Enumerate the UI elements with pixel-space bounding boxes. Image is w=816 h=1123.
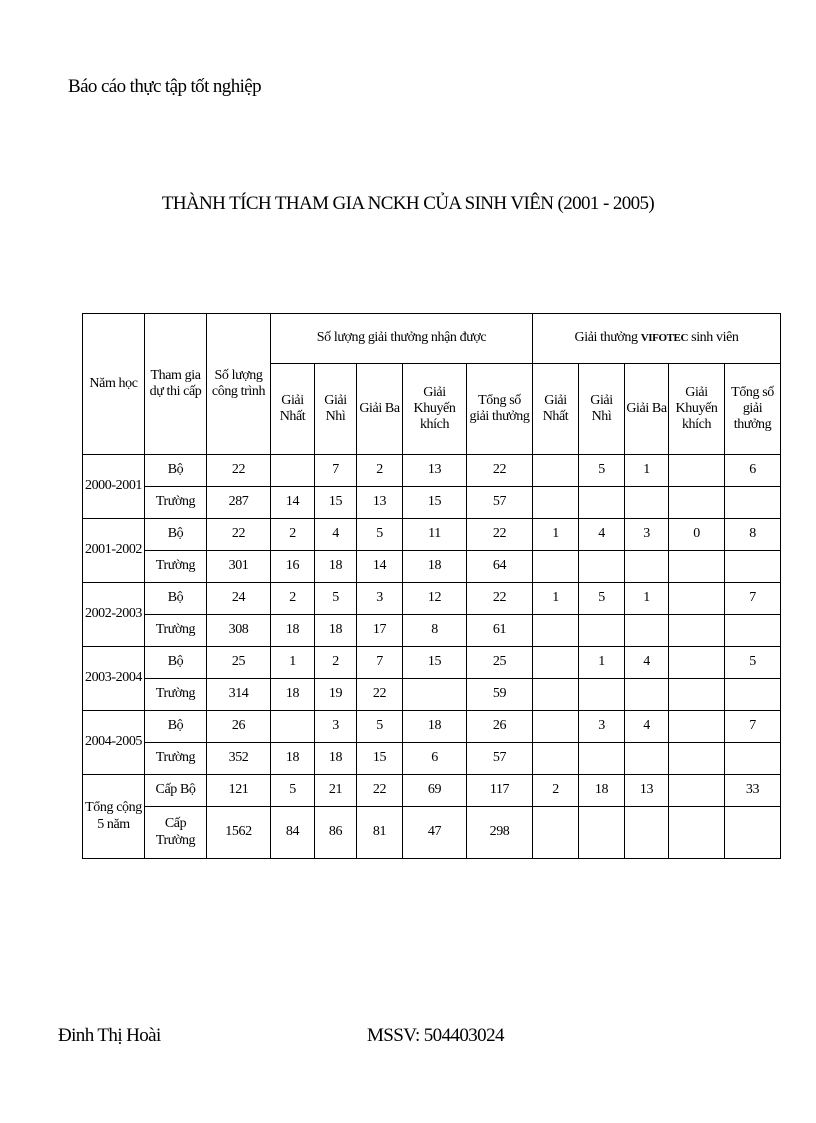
award-cell: 22 — [467, 455, 533, 487]
award-cell: 14 — [357, 551, 403, 583]
vifotec-cell — [625, 743, 669, 775]
vifotec-cell: 5 — [579, 455, 625, 487]
vifotec-cell — [669, 455, 725, 487]
vifotec-cell — [579, 807, 625, 859]
count-cell: 24 — [207, 583, 271, 615]
count-cell: 121 — [207, 775, 271, 807]
award-cell: 8 — [403, 615, 467, 647]
level-cell: Bộ — [145, 455, 207, 487]
table-row — [83, 679, 781, 711]
vifotec-cell: 2 — [533, 775, 579, 807]
table-row — [83, 615, 781, 647]
vifotec-cell: 1 — [533, 519, 579, 551]
vifotec-cell: 7 — [725, 583, 781, 615]
vifotec-cell — [669, 615, 725, 647]
sub-header: Giải Ba — [625, 364, 669, 455]
award-cell: 2 — [271, 519, 315, 551]
vifotec-cell — [579, 487, 625, 519]
award-cell: 18 — [271, 615, 315, 647]
vifotec-cell — [669, 487, 725, 519]
award-cell: 15 — [403, 487, 467, 519]
award-cell: 18 — [403, 711, 467, 743]
vifotec-cell: 1 — [533, 583, 579, 615]
award-cell: 57 — [467, 487, 533, 519]
award-cell: 7 — [357, 647, 403, 679]
col-header-count: Số lượng công trình — [207, 314, 271, 455]
vifotec-cell — [625, 679, 669, 711]
level-cell: Cấp Trường — [145, 807, 207, 859]
award-cell: 18 — [315, 551, 357, 583]
count-cell: 301 — [207, 551, 271, 583]
vifotec-cell — [669, 775, 725, 807]
vifotec-cell — [533, 743, 579, 775]
award-cell: 18 — [315, 743, 357, 775]
award-cell: 12 — [403, 583, 467, 615]
vifotec-cell — [625, 487, 669, 519]
level-cell: Bộ — [145, 711, 207, 743]
col-header-level: Tham gia dự thi cấp — [145, 314, 207, 455]
vifotec-cell — [533, 679, 579, 711]
award-cell: 1 — [271, 647, 315, 679]
vifotec-brand: VIFOTEC — [640, 332, 689, 345]
vifotec-cell — [669, 551, 725, 583]
level-cell: Bộ — [145, 583, 207, 615]
award-cell: 64 — [467, 551, 533, 583]
sub-header: Tổng số giải thưởng — [467, 364, 533, 455]
award-cell: 16 — [271, 551, 315, 583]
award-cell: 18 — [403, 551, 467, 583]
vifotec-cell — [725, 487, 781, 519]
vifotec-cell — [533, 551, 579, 583]
level-cell: Cấp Bộ — [145, 775, 207, 807]
vifotec-cell: 18 — [579, 775, 625, 807]
table-row — [83, 455, 781, 487]
vifotec-cell — [625, 551, 669, 583]
award-cell: 117 — [467, 775, 533, 807]
page-title: THÀNH TÍCH THAM GIA NCKH CỦA SINH VIÊN (2001 - 2005) — [161, 193, 655, 214]
vifotec-cell: 7 — [725, 711, 781, 743]
vifotec-cell: 3 — [625, 519, 669, 551]
award-cell: 19 — [315, 679, 357, 711]
award-cell: 5 — [357, 711, 403, 743]
award-cell: 2 — [271, 583, 315, 615]
vifotec-cell — [669, 711, 725, 743]
vifotec-cell — [533, 615, 579, 647]
award-cell: 15 — [403, 647, 467, 679]
award-cell: 298 — [467, 807, 533, 859]
award-cell: 7 — [315, 455, 357, 487]
award-cell: 18 — [315, 615, 357, 647]
report-header: Báo cáo thực tập tốt nghiệp — [68, 76, 262, 97]
author-name: Đinh Thị Hoài — [58, 1025, 161, 1046]
table-row — [83, 743, 781, 775]
vifotec-cell — [669, 807, 725, 859]
vifotec-cell — [533, 455, 579, 487]
sub-header: Giải Nhất — [533, 364, 579, 455]
award-cell: 3 — [315, 711, 357, 743]
vifotec-cell — [533, 647, 579, 679]
vifotec-cell — [725, 615, 781, 647]
award-cell: 15 — [315, 487, 357, 519]
award-cell: 5 — [357, 519, 403, 551]
count-cell: 25 — [207, 647, 271, 679]
award-cell: 14 — [271, 487, 315, 519]
vifotec-cell: 33 — [725, 775, 781, 807]
award-cell: 2 — [357, 455, 403, 487]
sub-header: Giải Khuyến khích — [403, 364, 467, 455]
year-cell: 2001-2002 — [83, 519, 145, 583]
sub-header: Giải Nhì — [579, 364, 625, 455]
vifotec-cell — [725, 551, 781, 583]
vifotec-cell — [579, 551, 625, 583]
award-cell: 11 — [403, 519, 467, 551]
count-cell: 22 — [207, 519, 271, 551]
year-cell: Tổng cộng 5 năm — [83, 775, 145, 859]
level-cell: Trường — [145, 615, 207, 647]
level-cell: Bộ — [145, 647, 207, 679]
count-cell: 308 — [207, 615, 271, 647]
count-cell: 314 — [207, 679, 271, 711]
count-cell: 26 — [207, 711, 271, 743]
sub-header: Giải Nhì — [315, 364, 357, 455]
vifotec-cell: 1 — [579, 647, 625, 679]
award-cell: 69 — [403, 775, 467, 807]
award-cell: 61 — [467, 615, 533, 647]
table-row — [83, 519, 781, 551]
award-cell — [271, 455, 315, 487]
award-cell: 22 — [357, 679, 403, 711]
vifotec-cell — [725, 743, 781, 775]
award-cell: 22 — [467, 519, 533, 551]
award-cell: 13 — [357, 487, 403, 519]
vifotec-cell: 4 — [625, 647, 669, 679]
sub-header: Giải Khuyến khích — [669, 364, 725, 455]
table-row — [83, 551, 781, 583]
award-cell: 81 — [357, 807, 403, 859]
count-cell: 352 — [207, 743, 271, 775]
award-cell: 22 — [357, 775, 403, 807]
vifotec-prefix: Giải thưởng — [574, 330, 641, 346]
level-cell: Bộ — [145, 519, 207, 551]
sub-header: Tổng số giải thưởng — [725, 364, 781, 455]
vifotec-cell — [533, 807, 579, 859]
award-cell: 22 — [467, 583, 533, 615]
year-cell: 2003-2004 — [83, 647, 145, 711]
table-row — [83, 775, 781, 807]
award-cell: 18 — [271, 679, 315, 711]
sub-header: Giải Ba — [357, 364, 403, 455]
vifotec-cell — [579, 679, 625, 711]
vifotec-cell — [533, 711, 579, 743]
award-cell: 84 — [271, 807, 315, 859]
award-cell: 57 — [467, 743, 533, 775]
award-cell: 3 — [357, 583, 403, 615]
vifotec-cell: 3 — [579, 711, 625, 743]
vifotec-suffix: sinh viên — [688, 330, 739, 346]
vifotec-cell — [725, 807, 781, 859]
year-cell: 2002-2003 — [83, 583, 145, 647]
vifotec-cell — [669, 647, 725, 679]
award-cell: 86 — [315, 807, 357, 859]
vifotec-cell: 1 — [625, 583, 669, 615]
award-cell: 15 — [357, 743, 403, 775]
student-id: MSSV: 504403024 — [367, 1025, 504, 1046]
vifotec-cell — [625, 807, 669, 859]
year-cell: 2004-2005 — [83, 711, 145, 775]
award-cell: 21 — [315, 775, 357, 807]
award-cell: 13 — [403, 455, 467, 487]
table-row — [83, 711, 781, 743]
award-cell: 26 — [467, 711, 533, 743]
award-cell: 47 — [403, 807, 467, 859]
vifotec-cell — [625, 615, 669, 647]
award-cell: 5 — [315, 583, 357, 615]
count-cell: 22 — [207, 455, 271, 487]
vifotec-cell — [669, 583, 725, 615]
vifotec-cell: 0 — [669, 519, 725, 551]
group-header-awards: Số lượng giải thưởng nhận được — [271, 314, 533, 364]
vifotec-cell: 5 — [579, 583, 625, 615]
award-cell: 5 — [271, 775, 315, 807]
col-header-year: Năm học — [83, 314, 145, 455]
vifotec-cell: 13 — [625, 775, 669, 807]
award-cell: 59 — [467, 679, 533, 711]
vifotec-cell: 4 — [579, 519, 625, 551]
vifotec-cell — [669, 743, 725, 775]
vifotec-cell: 8 — [725, 519, 781, 551]
level-cell: Trường — [145, 743, 207, 775]
award-cell: 6 — [403, 743, 467, 775]
year-cell: 2000-2001 — [83, 455, 145, 519]
count-cell: 287 — [207, 487, 271, 519]
award-cell — [271, 711, 315, 743]
award-cell: 17 — [357, 615, 403, 647]
vifotec-cell: 4 — [625, 711, 669, 743]
vifotec-cell — [725, 679, 781, 711]
table-row — [83, 487, 781, 519]
award-cell: 4 — [315, 519, 357, 551]
vifotec-cell: 1 — [625, 455, 669, 487]
awards-table — [82, 313, 781, 859]
award-cell: 2 — [315, 647, 357, 679]
award-cell — [403, 679, 467, 711]
level-cell: Trường — [145, 487, 207, 519]
award-cell: 25 — [467, 647, 533, 679]
table-row — [83, 807, 781, 859]
count-cell: 1562 — [207, 807, 271, 859]
table-row — [83, 583, 781, 615]
level-cell: Trường — [145, 551, 207, 583]
table-row — [83, 647, 781, 679]
vifotec-cell: 5 — [725, 647, 781, 679]
group-header-vifotec — [533, 314, 781, 364]
vifotec-cell — [669, 679, 725, 711]
vifotec-cell — [579, 743, 625, 775]
vifotec-cell: 6 — [725, 455, 781, 487]
level-cell: Trường — [145, 679, 207, 711]
vifotec-cell — [533, 487, 579, 519]
award-cell: 18 — [271, 743, 315, 775]
vifotec-cell — [579, 615, 625, 647]
sub-header: Giải Nhất — [271, 364, 315, 455]
